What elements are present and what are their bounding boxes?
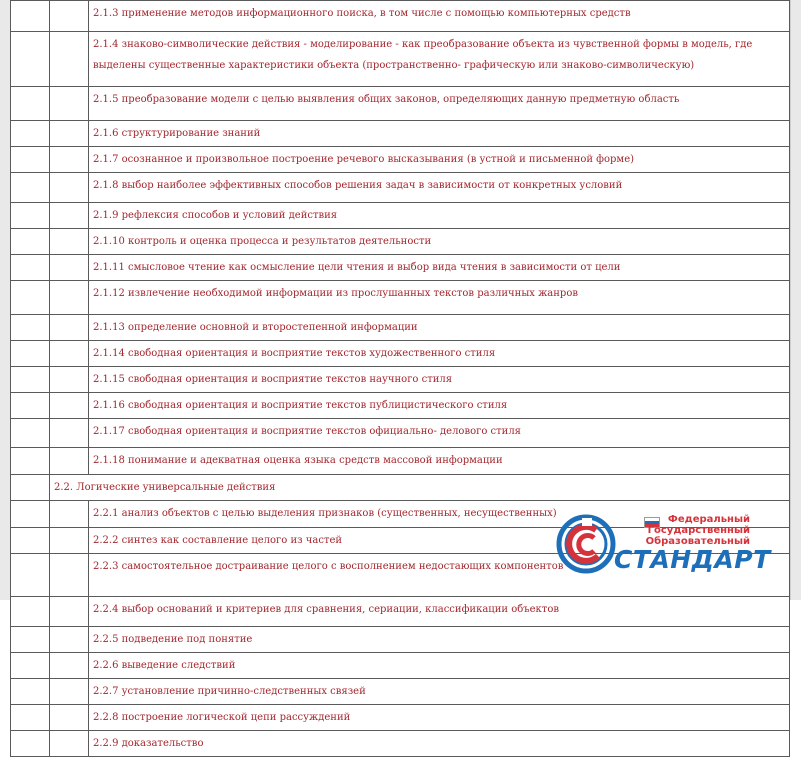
- empty-cell: [50, 448, 89, 475]
- empty-cell: [50, 627, 89, 653]
- table-row: [11, 1, 790, 32]
- empty-cell: [50, 255, 89, 281]
- empty-cell: [11, 679, 50, 705]
- empty-cell: [50, 597, 89, 627]
- logo-line-1: Федеральный: [667, 514, 750, 525]
- empty-cell: [50, 203, 89, 229]
- requirement-text: 2.2.2 синтез как составление целого из частей: [89, 528, 790, 554]
- table-row: [11, 679, 790, 705]
- empty-cell: [50, 705, 89, 731]
- table-row: [11, 315, 790, 341]
- empty-cell: [11, 281, 50, 315]
- fgos-logo: [556, 512, 771, 578]
- table-row: [11, 627, 790, 653]
- empty-cell: [50, 173, 89, 203]
- requirement-text: 2.1.6 структурирование знаний: [89, 121, 790, 147]
- empty-cell: [11, 528, 50, 554]
- empty-cell: [11, 341, 50, 367]
- right-margin: [790, 0, 801, 600]
- requirement-text: 2.2.3 самостоятельное достраивание целого с восполнением недостающих компонентов: [89, 554, 790, 597]
- empty-cell: [50, 367, 89, 393]
- empty-cell: [11, 705, 50, 731]
- requirement-text: 2.1.9 рефлексия способов и условий действия: [89, 203, 790, 229]
- empty-cell: [50, 229, 89, 255]
- empty-cell: [50, 501, 89, 528]
- empty-cell: [11, 367, 50, 393]
- empty-cell: [11, 203, 50, 229]
- empty-cell: [11, 448, 50, 475]
- empty-cell: [11, 419, 50, 448]
- empty-cell: [50, 87, 89, 121]
- empty-cell: [50, 393, 89, 419]
- requirement-text: 2.1.11 смысловое чтение как осмысление цели чтения и выбор вида чтения в зависимости от цели: [89, 255, 790, 281]
- empty-cell: [11, 255, 50, 281]
- table-row: [11, 87, 790, 121]
- logo-wordmark: СТАНДАРТ: [614, 545, 771, 574]
- empty-cell: [11, 554, 50, 597]
- requirement-text: 2.1.13 определение основной и второстепенной информации: [89, 315, 790, 341]
- table-row: [11, 121, 790, 147]
- empty-cell: [11, 627, 50, 653]
- requirement-text: 2.2.5 подведение под понятие: [89, 627, 790, 653]
- table-row: [11, 229, 790, 255]
- requirement-text: 2.1.3 применение методов информационного поиска, в том числе с помощью компьютерных средств: [89, 1, 790, 32]
- requirement-text: 2.2.7 установление причинно-следственных связей: [89, 679, 790, 705]
- section-row: [11, 475, 790, 501]
- empty-cell: [11, 173, 50, 203]
- table-row: [11, 341, 790, 367]
- empty-cell: [50, 528, 89, 554]
- requirement-text: 2.1.7 осознанное и произвольное построение речевого высказывания (в устной и письменной форме): [89, 147, 790, 173]
- empty-cell: [11, 1, 50, 32]
- empty-cell: [11, 393, 50, 419]
- table-row: [11, 173, 790, 203]
- requirement-text: 2.1.15 свободная ориентация и восприятие текстов научного стиля: [89, 367, 790, 393]
- table-row: [11, 731, 790, 757]
- requirement-text: 2.1.17 свободная ориентация и восприятие текстов официально- делового стиля: [89, 419, 790, 448]
- table-row: [11, 419, 790, 448]
- requirement-text: 2.2.8 построение логической цепи рассуждений: [89, 705, 790, 731]
- table-row: [11, 367, 790, 393]
- empty-cell: [11, 315, 50, 341]
- empty-cell: [11, 731, 50, 757]
- empty-cell: [50, 653, 89, 679]
- table-row: [11, 448, 790, 475]
- empty-cell: [11, 87, 50, 121]
- requirement-text: 2.1.5 преобразование модели с целью выявления общих законов, определяющих данную предметную область: [89, 87, 790, 121]
- empty-cell: [11, 147, 50, 173]
- requirement-text: 2.2.1 анализ объектов с целью выделения признаков (существенных, несущественных): [89, 501, 790, 528]
- logo-line-2: Государственный: [647, 525, 750, 536]
- empty-cell: [50, 419, 89, 448]
- empty-cell: [11, 121, 50, 147]
- empty-cell: [50, 315, 89, 341]
- requirement-text: 2.1.4 знаково-символические действия - моделирование - как преобразование объекта из чувственной формы в модель, где выделены существенные характеристики объекта (пространственно- графическую или знаково-символическую): [89, 32, 790, 87]
- empty-cell: [11, 32, 50, 87]
- empty-cell: [11, 475, 50, 501]
- logo-line-3: Образовательный: [645, 536, 750, 547]
- requirements-table: [10, 0, 790, 757]
- empty-cell: [11, 653, 50, 679]
- table-row: [11, 653, 790, 679]
- empty-cell: [50, 1, 89, 32]
- table-row: [11, 705, 790, 731]
- table-row: [11, 281, 790, 315]
- requirement-text: 2.1.8 выбор наиболее эффективных способов решения задач в зависимости от конкретных условий: [89, 173, 790, 203]
- empty-cell: [50, 731, 89, 757]
- requirement-text: 2.1.14 свободная ориентация и восприятие текстов художественного стиля: [89, 341, 790, 367]
- table-row: [11, 597, 790, 627]
- table-row: [11, 393, 790, 419]
- empty-cell: [50, 554, 89, 597]
- empty-cell: [50, 32, 89, 87]
- empty-cell: [50, 147, 89, 173]
- requirement-text: 2.1.18 понимание и адекватная оценка языка средств массовой информации: [89, 448, 790, 475]
- requirement-text: 2.2.4 выбор оснований и критериев для сравнения, сериации, классификации объектов: [89, 597, 790, 627]
- table-row: [11, 32, 790, 87]
- table-row: [11, 203, 790, 229]
- fgos-emblem-icon: [556, 514, 616, 574]
- empty-cell: [50, 121, 89, 147]
- empty-cell: [11, 229, 50, 255]
- empty-cell: [50, 679, 89, 705]
- empty-cell: [50, 341, 89, 367]
- empty-cell: [11, 501, 50, 528]
- requirement-text: 2.1.16 свободная ориентация и восприятие текстов публицистического стиля: [89, 393, 790, 419]
- requirement-text: 2.2.9 доказательство: [89, 731, 790, 757]
- table-row: [11, 255, 790, 281]
- requirement-text: 2.1.12 извлечение необходимой информации из прослушанных текстов различных жанров: [89, 281, 790, 315]
- requirement-text: 2.1.10 контроль и оценка процесса и результатов деятельности: [89, 229, 790, 255]
- section-heading: 2.2. Логические универсальные действия: [50, 475, 790, 501]
- table-row: [11, 147, 790, 173]
- empty-cell: [11, 597, 50, 627]
- empty-cell: [50, 281, 89, 315]
- requirement-text: 2.2.6 выведение следствий: [89, 653, 790, 679]
